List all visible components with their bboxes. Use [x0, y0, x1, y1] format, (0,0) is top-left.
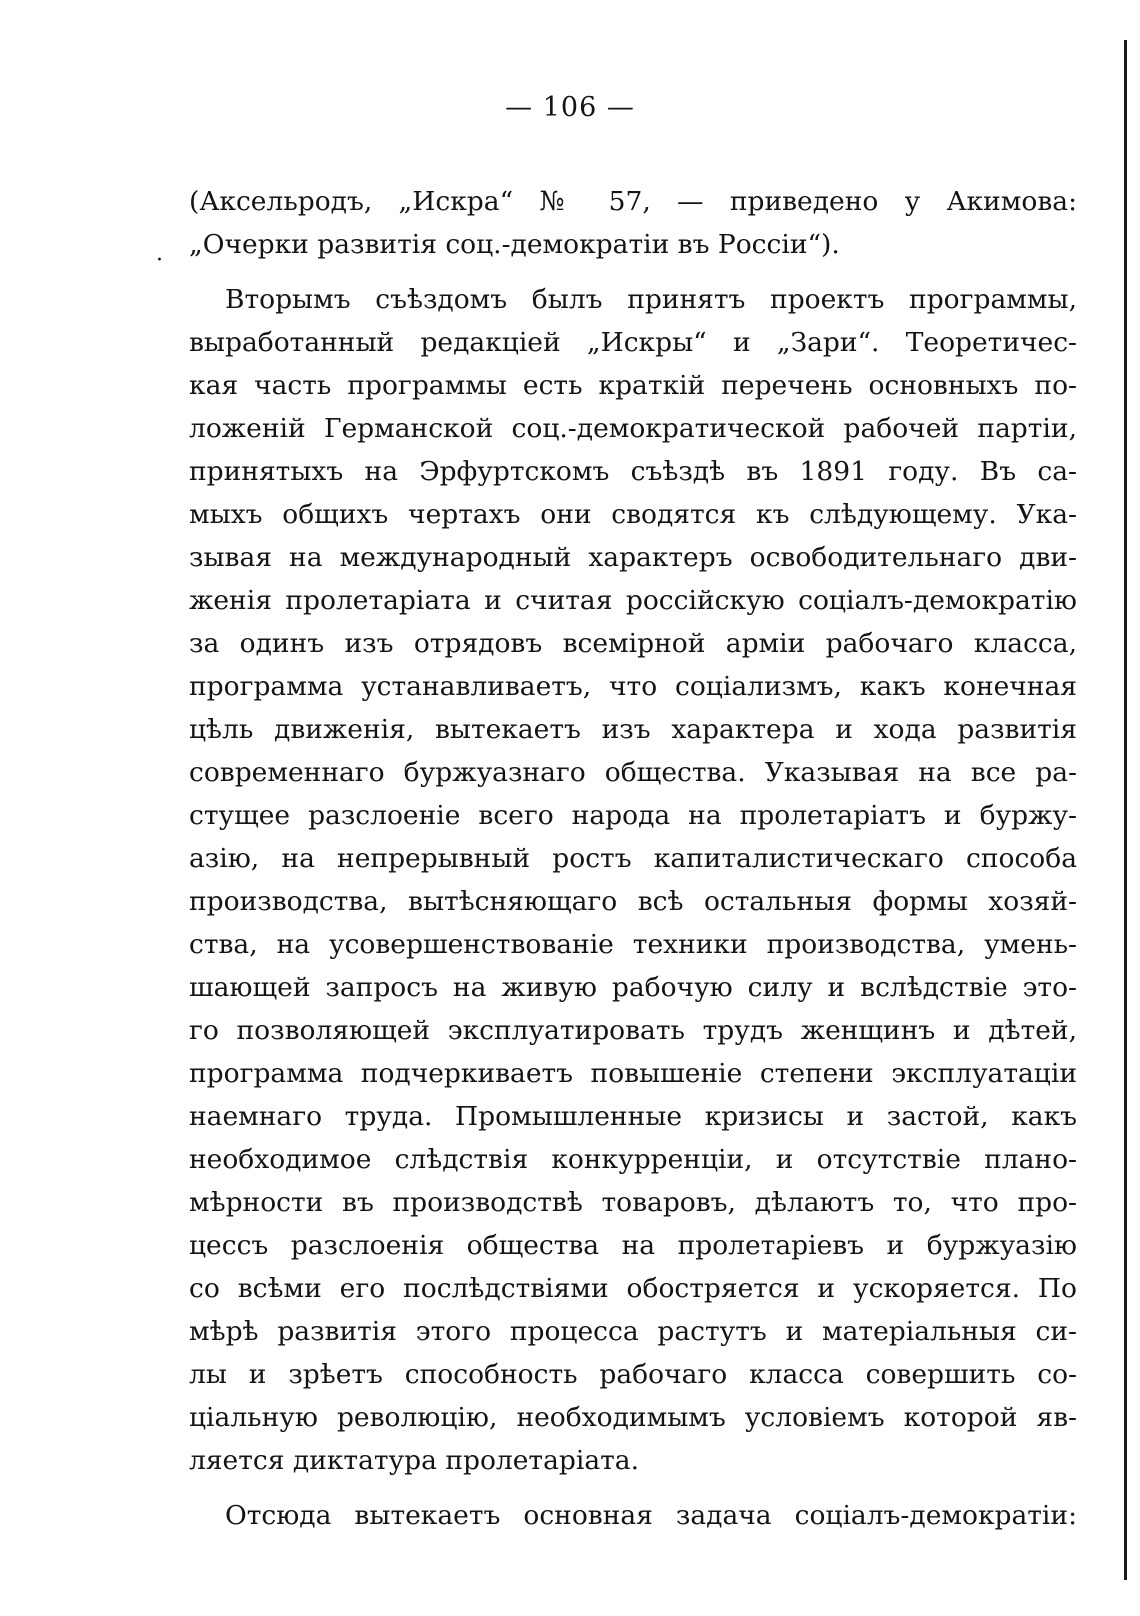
text-line: азію, на непрерывный ростъ капиталистическаго способа — [189, 843, 1077, 874]
margin-mark: · — [156, 248, 163, 273]
text-line: ложеній Германской соц.-демократической рабочей партіи, — [189, 413, 1077, 444]
text-line: Вторымъ съѣздомъ былъ принятъ проектъ программы, — [225, 284, 1077, 315]
text-line: производства, вытѣсняющаго всѣ остальныя формы хозяй- — [189, 886, 1077, 917]
page-edge-rule — [1124, 40, 1127, 1580]
text-line: цѣль движенія, вытекаетъ изъ характера и хода развитія — [189, 714, 1077, 745]
text-line: мыхъ общихъ чертахъ они сводятся къ слѣдующему. Ука- — [189, 499, 1077, 530]
text-line: го позволяющей эксплуатировать трудъ женщинъ и дѣтей, — [189, 1015, 1077, 1046]
text-line: мѣрности въ производствѣ товаровъ, дѣлаютъ то, что про- — [189, 1187, 1077, 1218]
text-line: наемнаго труда. Промышленные кризисы и застой, какъ — [189, 1101, 1077, 1132]
page-number: — 106 — — [505, 92, 635, 123]
text-line: мѣрѣ развитія этого процесса растутъ и матеріальныя си- — [189, 1316, 1077, 1347]
text-line: ціальную революцію, необходимымъ условіемъ которой яв- — [189, 1402, 1077, 1433]
text-line: (Аксельродъ, „Искра“ № 57, — приведено у Акимова: — [189, 186, 1077, 217]
body-text — [189, 180, 1077, 1537]
text-line: программа устанавливаетъ, что соціализмъ, какъ конечная — [189, 671, 1077, 702]
paragraph-citation — [189, 180, 1077, 266]
text-line: принятыхъ на Эрфуртскомъ съѣздѣ въ 1891 году. Въ са- — [189, 456, 1077, 487]
text-line: ляется диктатура пролетаріата. — [189, 1445, 639, 1476]
paragraph-program — [189, 278, 1077, 1482]
text-line: программа подчеркиваетъ повышеніе степени эксплуатаціи — [189, 1058, 1077, 1089]
text-line: ства, на усовершенствованіе техники производства, умень- — [189, 929, 1077, 960]
text-line: „Очерки развитія соц.-демократіи въ Россіи“). — [189, 229, 840, 260]
text-line: зывая на международный характеръ освободительнаго дви- — [189, 542, 1077, 573]
text-line: кая часть программы есть краткій перечень основныхъ по- — [189, 370, 1077, 401]
text-line: современнаго буржуазнаго общества. Указывая на все ра- — [189, 757, 1077, 788]
text-line: стущее разслоеніе всего народа на пролетаріатъ и буржу- — [189, 800, 1077, 831]
text-line: цессъ разслоенія общества на пролетаріевъ и буржуазію — [189, 1230, 1077, 1261]
text-line: шающей запросъ на живую рабочую силу и вслѣдствіе это- — [189, 972, 1077, 1003]
text-line: необходимое слѣдствія конкурренціи, и отсутствіе плано- — [189, 1144, 1077, 1175]
text-line: за одинъ изъ отрядовъ всемірной арміи рабочаго класса, — [189, 628, 1077, 659]
text-line: выработанный редакціей „Искры“ и „Зари“. Теоретичес- — [189, 327, 1077, 358]
text-line: лы и зрѣетъ способность рабочаго класса совершить со- — [189, 1359, 1077, 1390]
paragraph-task — [189, 1494, 1077, 1537]
text-line: со всѣми его послѣдствіями обостряется и ускоряется. По — [189, 1273, 1077, 1304]
text-line: Отсюда вытекаетъ основная задача соціалъ-демократіи: — [225, 1500, 1077, 1531]
text-line: женія пролетаріата и считая россійскую соціалъ-демократію — [189, 585, 1077, 616]
